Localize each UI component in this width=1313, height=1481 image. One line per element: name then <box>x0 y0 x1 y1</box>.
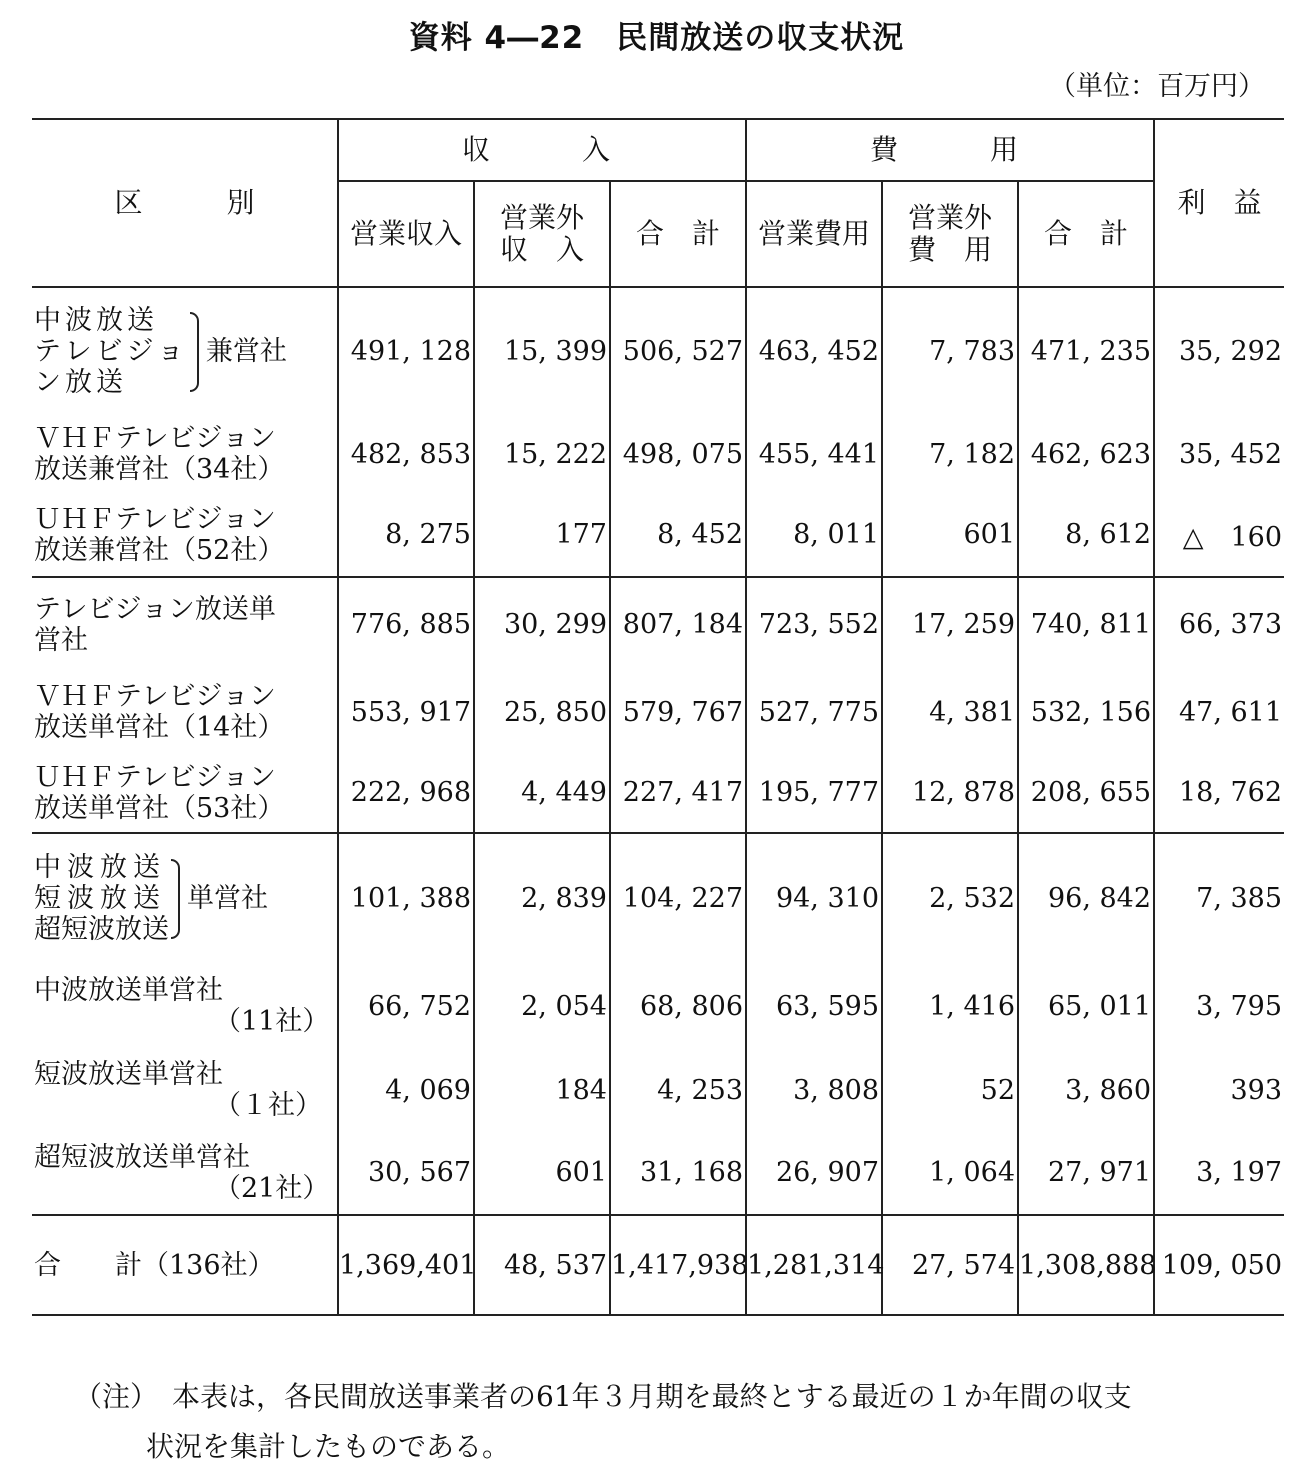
header-category: 区 別 <box>32 119 338 287</box>
total-expense-total: 1,308,888 <box>1018 1215 1154 1315</box>
row-label <box>32 671 338 753</box>
cell-profit: 35, 292 <box>1154 287 1284 415</box>
cell-nonop-expense: 7, 783 <box>882 287 1018 415</box>
row-label-line: 営社 <box>34 624 88 656</box>
total-row <box>32 1215 1284 1315</box>
table-row <box>32 493 1284 577</box>
cell-profit: 393 <box>1154 1049 1284 1131</box>
total-nonop-expense: 27, 574 <box>882 1215 1018 1315</box>
cell-op-expense: 3, 808 <box>746 1049 882 1131</box>
cell-op-expense: 455, 441 <box>746 415 882 493</box>
cell-nonop-income: 2, 839 <box>474 833 610 963</box>
row-label <box>32 493 338 577</box>
header-nonop-income-line1: 営業外 <box>499 201 584 234</box>
cell-expense-total: 208, 655 <box>1018 753 1154 833</box>
cell-op-income: 491, 128 <box>338 287 474 415</box>
total-op-expense: 1,281,314 <box>746 1215 882 1315</box>
total-label: 合 計（136社） <box>32 1215 338 1315</box>
table-row <box>32 1131 1284 1215</box>
row-label-line: 放送単営社（14社） <box>34 712 285 743</box>
cell-op-expense: 63, 595 <box>746 963 882 1049</box>
row-label <box>32 1049 338 1131</box>
brace-mark <box>171 857 183 941</box>
row-label-line: 超短波放送単営社 <box>34 1141 250 1173</box>
row-label-line: 放送単営社（53社） <box>34 792 285 824</box>
row-label-line: （１社） <box>214 1090 322 1121</box>
total-op-income: 1,369,401 <box>338 1215 474 1315</box>
revenue-expense-table <box>32 118 1284 1316</box>
header-expense-group: 費 用 <box>746 119 1154 181</box>
cell-profit: 7, 385 <box>1154 833 1284 963</box>
row-label-line: （21社） <box>214 1172 330 1204</box>
cell-nonop-expense: 12, 878 <box>882 753 1018 833</box>
cell-expense-total: 740, 811 <box>1018 577 1154 671</box>
cell-nonop-expense: 1, 416 <box>882 963 1018 1049</box>
table-row <box>32 577 1284 671</box>
cell-op-income: 553, 917 <box>338 671 474 753</box>
footnote-line1: （注） 本表は，各民間放送事業者の61年３月期を最終とする最近の１か年間の収支 <box>74 1380 1132 1413</box>
cell-income-total: 8, 452 <box>610 493 746 577</box>
row-label-line: 短波放送 <box>34 883 166 914</box>
cell-income-total: 104, 227 <box>610 833 746 963</box>
row-label-line: ＵＨＦテレビジョン <box>34 761 276 793</box>
cell-income-total: 807, 184 <box>610 577 746 671</box>
row-label-line: 超短波放送 <box>34 914 169 945</box>
row-label-line: ン放送 <box>34 367 127 398</box>
table-row <box>32 287 1284 415</box>
row-label-line: ＵＨＦテレビジョン <box>34 503 276 535</box>
cell-profit: 3, 795 <box>1154 963 1284 1049</box>
cell-op-income: 482, 853 <box>338 415 474 493</box>
cell-nonop-expense: 17, 259 <box>882 577 1018 671</box>
cell-nonop-expense: 7, 182 <box>882 415 1018 493</box>
table-row <box>32 1049 1284 1131</box>
cell-op-expense: 463, 452 <box>746 287 882 415</box>
cell-op-income: 222, 968 <box>338 753 474 833</box>
cell-expense-total: 65, 011 <box>1018 963 1154 1049</box>
row-label <box>32 287 338 415</box>
header-profit: 利 益 <box>1154 119 1284 287</box>
table-row <box>32 833 1284 963</box>
cell-income-total: 31, 168 <box>610 1131 746 1215</box>
header-nonop-income-line2: 収 入 <box>499 233 584 266</box>
cell-expense-total: 532, 156 <box>1018 671 1154 753</box>
header-nonop-income <box>474 181 610 287</box>
header-nonop-expense-line1: 営業外 <box>908 201 993 234</box>
cell-profit: 3, 197 <box>1154 1131 1284 1215</box>
cell-op-income: 101, 388 <box>338 833 474 963</box>
row-label <box>32 1131 338 1215</box>
cell-nonop-expense: 601 <box>882 493 1018 577</box>
cell-op-income: 66, 752 <box>338 963 474 1049</box>
cell-nonop-expense: 2, 532 <box>882 833 1018 963</box>
cell-op-income: 776, 885 <box>338 577 474 671</box>
cell-nonop-income: 2, 054 <box>474 963 610 1049</box>
header-op-income: 営業収入 <box>338 181 474 287</box>
row-label <box>32 963 338 1049</box>
row-label <box>32 753 338 833</box>
cell-expense-total: 8, 612 <box>1018 493 1154 577</box>
cell-income-total: 68, 806 <box>610 963 746 1049</box>
row-label-line: ＶＨＦテレビジョン <box>34 423 276 454</box>
cell-income-total: 506, 527 <box>610 287 746 415</box>
row-label-line: ＶＨＦテレビジョン <box>34 681 276 712</box>
cell-expense-total: 3, 860 <box>1018 1049 1154 1131</box>
table-row <box>32 671 1284 753</box>
header-nonop-expense <box>882 181 1018 287</box>
cell-profit: 47, 611 <box>1154 671 1284 753</box>
cell-nonop-income: 25, 850 <box>474 671 610 753</box>
table-title: 資料 4―22 民間放送の収支状況 <box>408 20 905 56</box>
cell-op-income: 4, 069 <box>338 1049 474 1131</box>
table-row <box>32 963 1284 1049</box>
table-row <box>32 415 1284 493</box>
cell-income-total: 4, 253 <box>610 1049 746 1131</box>
row-label-suffix: 兼営社 <box>205 336 287 367</box>
cell-profit: 35, 452 <box>1154 415 1284 493</box>
row-label-line: 放送兼営社（52社） <box>34 534 285 566</box>
row-label-line: テレビジョン放送単 <box>34 593 276 625</box>
cell-op-expense: 723, 552 <box>746 577 882 671</box>
cell-nonop-income: 601 <box>474 1131 610 1215</box>
cell-income-total: 227, 417 <box>610 753 746 833</box>
cell-expense-total: 471, 235 <box>1018 287 1154 415</box>
footnote <box>74 1372 1304 1472</box>
row-label-line: 放送兼営社（34社） <box>34 454 285 485</box>
row-label-line: 中波放送 <box>34 305 158 336</box>
cell-expense-total: 27, 971 <box>1018 1131 1154 1215</box>
header-row-groups <box>32 119 1284 181</box>
row-label <box>32 415 338 493</box>
row-label-line: （11社） <box>214 1006 330 1037</box>
row-label-line: テレビジョ <box>34 336 188 367</box>
cell-op-expense: 527, 775 <box>746 671 882 753</box>
row-label-line: 中波放送単営社 <box>34 975 223 1006</box>
cell-op-income: 8, 275 <box>338 493 474 577</box>
footnote-line2: 状況を集計したものである。 <box>146 1430 511 1463</box>
cell-income-total: 498, 075 <box>610 415 746 493</box>
cell-profit: △ 160 <box>1154 493 1284 577</box>
cell-profit: 18, 762 <box>1154 753 1284 833</box>
brace-mark <box>190 310 202 394</box>
cell-nonop-income: 15, 222 <box>474 415 610 493</box>
cell-income-total: 579, 767 <box>610 671 746 753</box>
cell-nonop-income: 184 <box>474 1049 610 1131</box>
cell-op-expense: 94, 310 <box>746 833 882 963</box>
row-label-line: 短波放送単営社 <box>34 1059 223 1090</box>
cell-op-expense: 26, 907 <box>746 1131 882 1215</box>
total-profit: 109, 050 <box>1154 1215 1284 1315</box>
cell-expense-total: 462, 623 <box>1018 415 1154 493</box>
cell-nonop-income: 4, 449 <box>474 753 610 833</box>
header-income-group: 収 入 <box>338 119 746 181</box>
cell-nonop-expense: 4, 381 <box>882 671 1018 753</box>
header-nonop-expense-line2: 費 用 <box>908 233 993 266</box>
cell-op-expense: 8, 011 <box>746 493 882 577</box>
total-income-total: 1,417,938 <box>610 1215 746 1315</box>
cell-op-expense: 195, 777 <box>746 753 882 833</box>
cell-nonop-income: 177 <box>474 493 610 577</box>
header-income-total: 合 計 <box>610 181 746 287</box>
cell-nonop-expense: 1, 064 <box>882 1131 1018 1215</box>
cell-profit: 66, 373 <box>1154 577 1284 671</box>
header-op-expense: 営業費用 <box>746 181 882 287</box>
header-expense-total: 合 計 <box>1018 181 1154 287</box>
row-label <box>32 833 338 963</box>
total-nonop-income: 48, 537 <box>474 1215 610 1315</box>
row-label <box>32 577 338 671</box>
cell-nonop-expense: 52 <box>882 1049 1018 1131</box>
cell-op-income: 30, 567 <box>338 1131 474 1215</box>
unit-label: （単位：百万円） <box>1049 71 1265 102</box>
row-label-line: 中波放送 <box>34 852 166 883</box>
row-label-suffix: 単営社 <box>187 883 268 914</box>
cell-nonop-income: 30, 299 <box>474 577 610 671</box>
cell-nonop-income: 15, 399 <box>474 287 610 415</box>
cell-expense-total: 96, 842 <box>1018 833 1154 963</box>
table-row <box>32 753 1284 833</box>
